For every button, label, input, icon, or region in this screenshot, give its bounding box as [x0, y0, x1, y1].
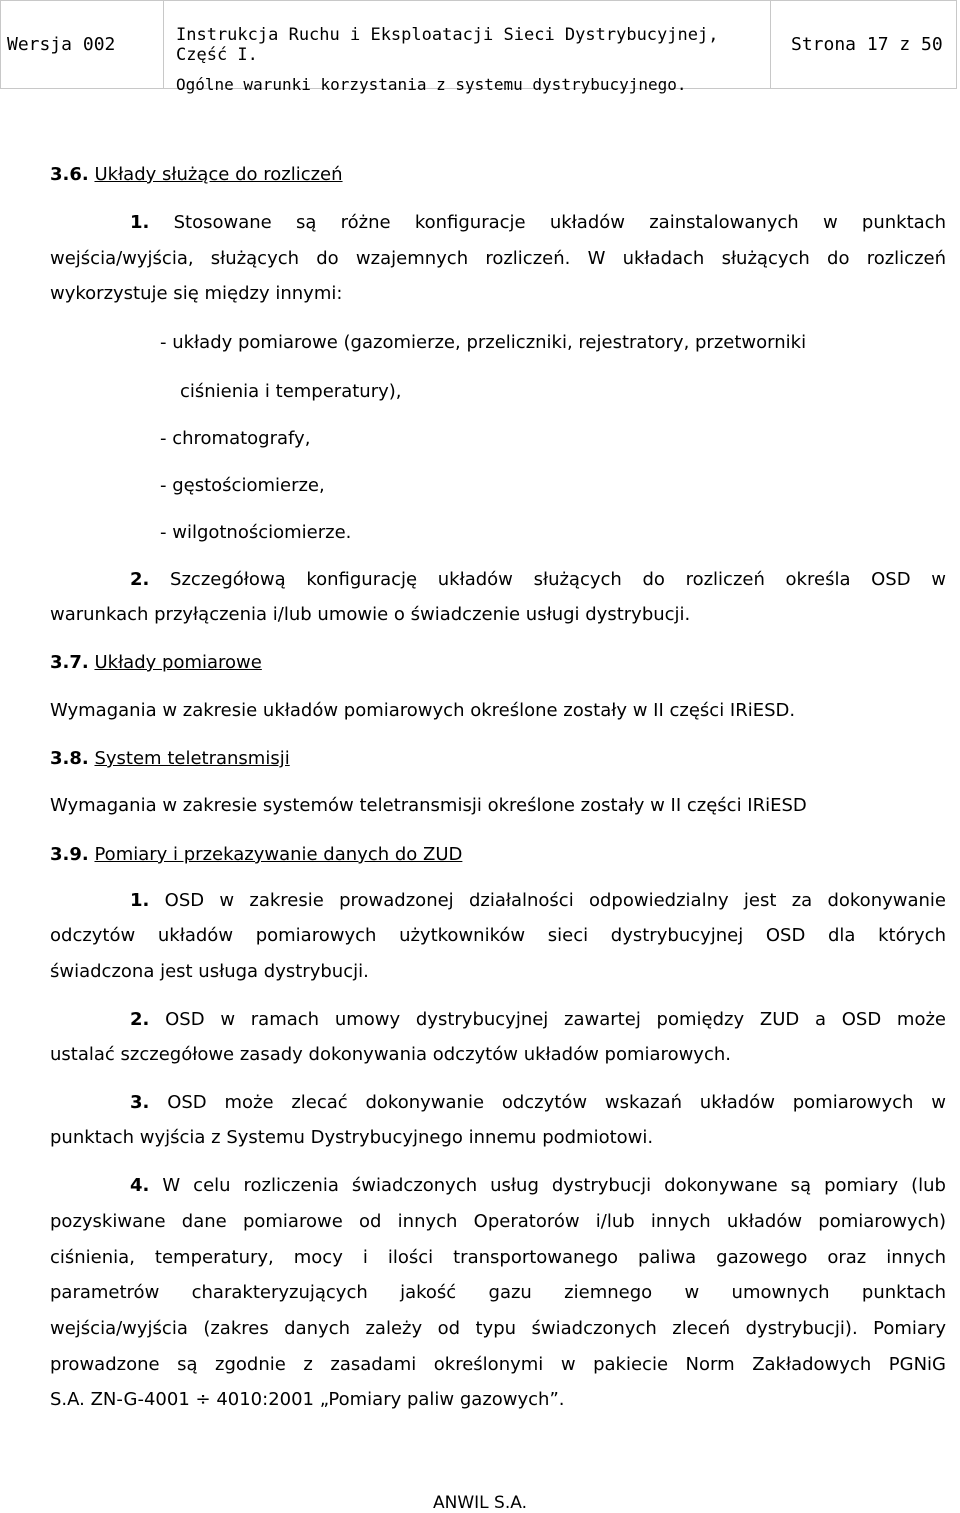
point-number: 2.: [130, 1009, 150, 1030]
item-4-line-6: prowadzone są zgodnie z zasadami określonymi w pakiecie Norm Zakładowych PGNiG: [50, 1354, 946, 1375]
section-3-9-heading: [50, 845, 946, 865]
page-footer: ANWIL S.A.: [433, 1493, 527, 1513]
point-number: 1.: [130, 212, 150, 233]
section-number: 3.6.: [50, 164, 89, 185]
item-1-line-3: świadczona jest usługa dystrybucji.: [50, 961, 369, 982]
point-1-line-3: wykorzystuje się między innymi:: [50, 283, 343, 304]
section-title: System teletransmisji: [94, 748, 290, 769]
bullet-item-continuation: ciśnienia i temperatury),: [180, 381, 402, 402]
section-title: Pomiary i przekazywanie danych do ZUD: [94, 844, 463, 865]
item-3-line-2: punktach wyjścia z Systemu Dystrybucyjnego innemu podmiotowi.: [50, 1127, 654, 1148]
page-header: [0, 0, 957, 94]
point-2-line-1: [130, 570, 946, 590]
text: OSD może zlecać dokonywanie odczytów wskazań układów pomiarowych w: [167, 1092, 946, 1113]
title-line-1: Instrukcja Ruchu i Eksploatacji Sieci Dystrybucyjnej, Część I.: [176, 25, 719, 65]
text: Szczegółową konfigurację układów służących do rozliczeń określa OSD w: [170, 569, 946, 590]
section-title: Układy służące do rozliczeń: [94, 164, 343, 185]
item-4-line-5: wejścia/wyjścia (zakres danych zależy od typu świadczonych zleceń dystrybucji). Pomiary: [50, 1318, 946, 1339]
point-2-line-2: warunkach przyłączenia i/lub umowie o świadczenie usługi dystrybucji.: [50, 604, 691, 625]
point-number: 3.: [130, 1092, 150, 1113]
item-2-line-2: ustalać szczegółowe zasady dokonywania odczytów układów pomiarowych.: [50, 1044, 731, 1065]
bullet-item: - gęstościomierze,: [160, 475, 325, 496]
page-number: Strona 17 z 50: [791, 34, 943, 55]
bullet-item: - układy pomiarowe (gazomierze, przeliczniki, rejestratory, przetworniki: [160, 332, 807, 353]
section-3-6-heading: [50, 165, 946, 185]
text: Stosowane są różne konfiguracje układów zainstalowanych w punktach: [173, 212, 946, 233]
point-number: 1.: [130, 890, 150, 911]
item-4-line-2: pozyskiwane dane pomiarowe od innych Operatorów i/lub innych układów pomiarowych): [50, 1211, 946, 1232]
bullet-item: - chromatografy,: [160, 428, 311, 449]
section-3-8-text: Wymagania w zakresie systemów teletransmisji określone zostały w II części IRiESD: [50, 795, 807, 816]
section-title: Układy pomiarowe: [94, 652, 262, 673]
point-1-line-2: wejścia/wyjścia, służących do wzajemnych rozliczeń. W układach służących do rozliczeń: [50, 248, 946, 269]
version-label: Wersja 002: [1, 1, 164, 88]
item-4-line-1: [130, 1176, 946, 1196]
item-3-line-1: [130, 1093, 946, 1113]
item-2-line-1: [130, 1010, 946, 1030]
bullet-item: - wilgotnościomierze.: [160, 522, 352, 543]
point-number: 2.: [130, 569, 150, 590]
title-line-2: Ogólne warunki korzystania z systemu dystrybucyjnego.: [176, 75, 687, 94]
document-title: [164, 1, 771, 94]
section-number: 3.7.: [50, 652, 89, 673]
point-1-line-1: [130, 213, 946, 233]
section-number: 3.8.: [50, 748, 89, 769]
section-number: 3.9.: [50, 844, 89, 865]
text: OSD w zakresie prowadzonej działalności odpowiedzialny jest za dokonywanie: [164, 890, 946, 911]
text: OSD w ramach umowy dystrybucyjnej zawartej pomiędzy ZUD a OSD może: [165, 1009, 946, 1030]
item-1-line-1: [130, 891, 946, 911]
item-4-line-4: parametrów charakteryzujących jakość gazu ziemnego w umownych punktach: [50, 1282, 946, 1303]
section-3-8-heading: [50, 749, 946, 769]
item-4-line-3: ciśnienia, temperatury, mocy i ilości transportowanego paliwa gazowego oraz innych: [50, 1247, 946, 1268]
text: W celu rozliczenia świadczonych usług dystrybucji dokonywane są pomiary (lub: [162, 1175, 946, 1196]
section-3-7-heading: [50, 653, 946, 673]
item-1-line-2: odczytów układów pomiarowych użytkowników sieci dystrybucyjnej OSD dla których: [50, 925, 946, 946]
item-4-line-7: S.A. ZN-G-4001 ÷ 4010:2001 „Pomiary paliw gazowych”.: [50, 1389, 565, 1410]
point-number: 4.: [130, 1175, 150, 1196]
section-3-7-text: Wymagania w zakresie układów pomiarowych określone zostały w II części IRiESD.: [50, 700, 796, 721]
